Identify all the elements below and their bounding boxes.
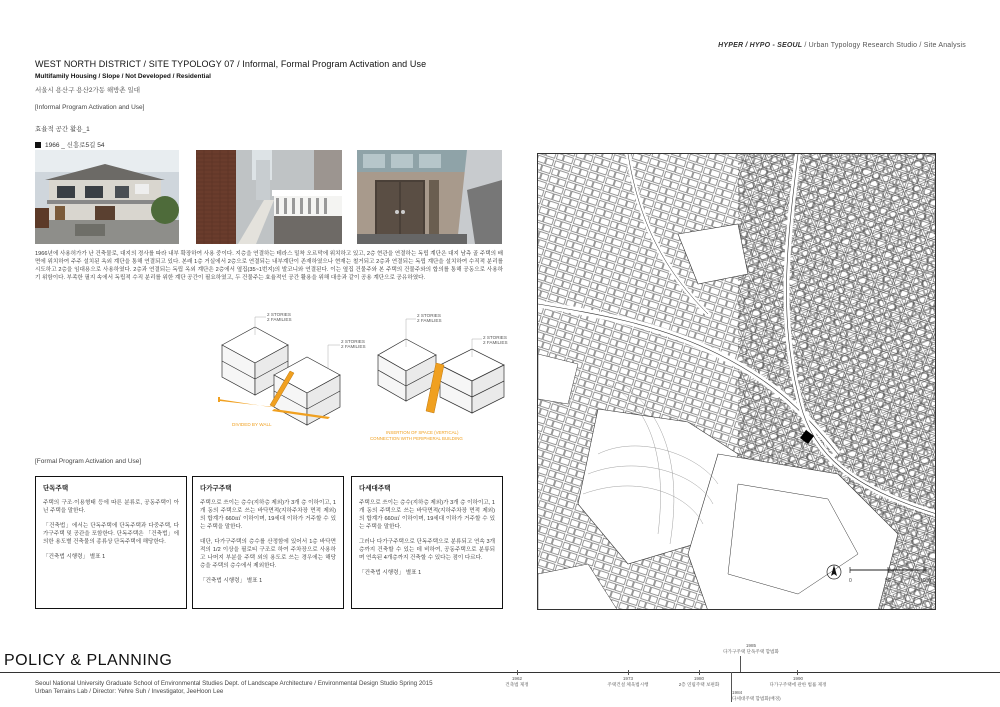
timeline-item [732, 690, 784, 702]
timeline-tick [699, 670, 700, 675]
timeline-item [500, 676, 534, 688]
card-body [359, 499, 495, 577]
card-title: 다가구주택 [200, 485, 232, 492]
studio-name: HYPER / HYPO - SEOUL [718, 42, 803, 49]
timeline-axis [0, 672, 1000, 673]
card-reference: 「건축법 시행령」 별표 1 [43, 554, 106, 560]
right-bottom-label-2: CONNECTION WITH PERIPHERAL BUILDING [370, 436, 463, 441]
card-multi-household [192, 476, 344, 609]
timeline-item [600, 676, 656, 688]
right-building-b [440, 349, 504, 413]
card-reference: 「건축법 시행령」 별표 1 [359, 570, 422, 576]
page-subtitle: Multifamily Housing / Slope / Not Developed / Residential [35, 73, 211, 80]
timeline-item [676, 676, 722, 688]
card-paragraph: 주택으로 쓰이는 층수(지하층 제외)가 3개 층 이하이고, 1개 동의 주택으로 쓰는 바닥면적(지하주차장 면적 제외)의 합계가 660㎡ 이하이며, 19세대 이하가 거주할 수 있는 주택을 말한다. [200, 500, 336, 530]
timeline-year: 1985 [745, 643, 757, 648]
card-paragraph: 「건축법」에서는 단독주택에 단독주택과 다중주택, 다가구주택 및 공관을 포함한다. 단독주택은 「건축법」에 의한 용도별 건축물의 종류상 단독주택에 해당한다. [43, 523, 179, 545]
timeline-item [716, 643, 786, 655]
footer-line-1: Seoul National University Graduate School of Environmental Studies Dept. of Landscape Architecture / Environmental Design Studio Spring 2015 [35, 680, 433, 687]
card-multiplex [351, 476, 503, 609]
right-bottom-label-1: INSERTION OF SPACE (VERTICAL) [386, 430, 459, 435]
timeline-year: 1962 [511, 676, 523, 681]
north-arrow-pointer-icon [831, 565, 837, 576]
studio-header [718, 42, 966, 49]
timeline-tick [797, 670, 798, 675]
timeline-tick [731, 672, 732, 702]
card-detached-house [35, 476, 187, 609]
card-paragraph: 주택으로 쓰이는 층수(지하층 제외)가 3개 층 이하이고, 1개 동의 주택으로 쓰는 바닥면적(지하주차장 면적 제외)의 합계가 660㎡ 이하이며, 19세대 이하가 거주할 수 있는 주택을 말한다. [359, 500, 495, 530]
timeline-label: 2층 연립주택 보편화 [678, 682, 720, 687]
right-top-label-1: 2 STORIES [417, 313, 441, 318]
footer-line-2: Urban Terrains Lab / Director: Yehre Suh / Investigator, JeeHoon Lee [35, 688, 224, 695]
card-paragraph: 대단, 다가구주택의 층수를 산정함에 있어서 1층 바닥면적의 1/2 이상을 필로티 구조로 하여 주차장으로 사용하고 나머지 부분을 주택 외의 용도로 쓰는 경우에는 해당 층을 주택의 층수에서 제외한다. [200, 539, 336, 569]
timeline-label: 주택건설 체육법시행 [607, 682, 649, 687]
timeline-label: 다가구주택에 관한 법률 제정 [769, 682, 827, 687]
right-building-a [378, 339, 436, 401]
right-top-label-2: 2 FAMILIES [417, 318, 442, 323]
body-text: 1966년에 사용허가가 난 건축물로, 대지의 경사를 따라 내부 확장하여 사용 중이다. 지층을 연결하는 테라스 밀착 오르막에 위치하고 있고, 2층 현관을 연결하는 독립 계단은 대지 남측 골 주택의 배면에 위치하여 주주 설치된 옥외 계단을 통해 연결되고 있다. 본래 1층 거실에서 2층으로 연결되는 내부계단이 존재하였으나 현재는 철거되고 2층과 연결되는 독립 계단을 설치하여 수직적 분리를 시도하고 2층을 임대용으로 사용하였다. 2층과 연결되는 독립 옥외 계단은 2층에서 옆집(35~1번지)의 발코니와 연결된다. 이는 옆집 건물주와 본 주택의 건물주와의 합의를 통해 공동으로 사용하기 위함이다. 부족한 필지 속에서 독립적 수직 분리를 위한 계단 공간이 필요하였고, 두 건물주는 효율적인 공간 활용을 위해 대응과 같이 공용 계단으로 공유하였다. [35, 251, 503, 281]
site-location: 서울시 용산구 용산2가동 해방촌 일대 [35, 87, 141, 94]
card-title: 다세대주택 [359, 485, 391, 492]
stair-sharing-diagram [210, 305, 510, 455]
photo-caption-text: 1966 _ 신흥로5길 54 [45, 142, 105, 149]
timeline-tick [517, 670, 518, 675]
scale-label-100: 100(m) [920, 578, 936, 584]
timeline-label: 다세대주택 합법화(배경) [732, 696, 781, 701]
timeline-year: 1973 [622, 676, 634, 681]
timeline-label: 다가구주택 단독주택 합법화 [723, 649, 779, 654]
left-bottom-label: DIVIDED BY WALL [232, 422, 272, 427]
right-right-label-2: 2 FAMILIES [483, 340, 508, 345]
scale-label-0: 0 [849, 578, 852, 584]
formal-section-label: [Formal Program Activation and Use] [35, 458, 142, 465]
photo-gate-alley [357, 150, 502, 244]
footer-credits [35, 680, 433, 696]
card-title: 단독주택 [43, 485, 69, 492]
page-title: WEST NORTH DISTRICT / SITE TYPOLOGY 07 / Informal, Formal Program Activation and Use [35, 59, 427, 69]
site-map [537, 153, 936, 610]
scale-bar [826, 562, 936, 593]
policy-title: POLICY & PLANNING [4, 652, 173, 669]
left-right-label-2: 2 FAMILIES [341, 344, 366, 349]
bullet-square-icon [35, 142, 41, 148]
timeline-label: 건축법 제정 [505, 682, 529, 687]
card-paragraph: 그러나 다가구주택으로 단독주택으로 분류되고 연속 3개층까지 건축할 수 있는 데 비하여, 공동주택으로 분류되며 연속된 4개층까지 건축할 수 있다는 점이 다르다. [359, 539, 495, 561]
card-reference: 「건축법 시행령」 별표 1 [200, 578, 263, 584]
studio-subtitle: / Urban Typology Research Studio / Site Analysis [802, 42, 966, 49]
right-right-label-1: 2 STORIES [483, 335, 507, 340]
subsection-title: 효율적 공간 활용_1 [35, 126, 90, 133]
photo-caption [35, 140, 104, 149]
photo-house-front [35, 150, 179, 244]
timeline-year: 1990 [792, 676, 804, 681]
timeline-year: 1984 [732, 690, 743, 695]
timeline-tick [628, 670, 629, 675]
scale-label-50: 50 [885, 578, 891, 584]
informal-section-label: [Informal Program Activation and Use] [35, 104, 145, 111]
timeline-item [766, 676, 830, 688]
photo-stairs [196, 150, 342, 244]
left-top-label-1: 2 STORIES [267, 312, 291, 317]
left-top-label-2: 2 FAMILIES [267, 317, 292, 322]
left-right-label-1: 2 STORIES [341, 339, 365, 344]
card-body [43, 499, 179, 561]
card-body [200, 499, 336, 585]
card-paragraph: 주택의 구조·이용형태 등에 따른 분류로, 공동주택이 아닌 주택을 말한다. [43, 500, 179, 514]
timeline-tick [740, 656, 741, 672]
timeline-year: 1980 [693, 676, 705, 681]
